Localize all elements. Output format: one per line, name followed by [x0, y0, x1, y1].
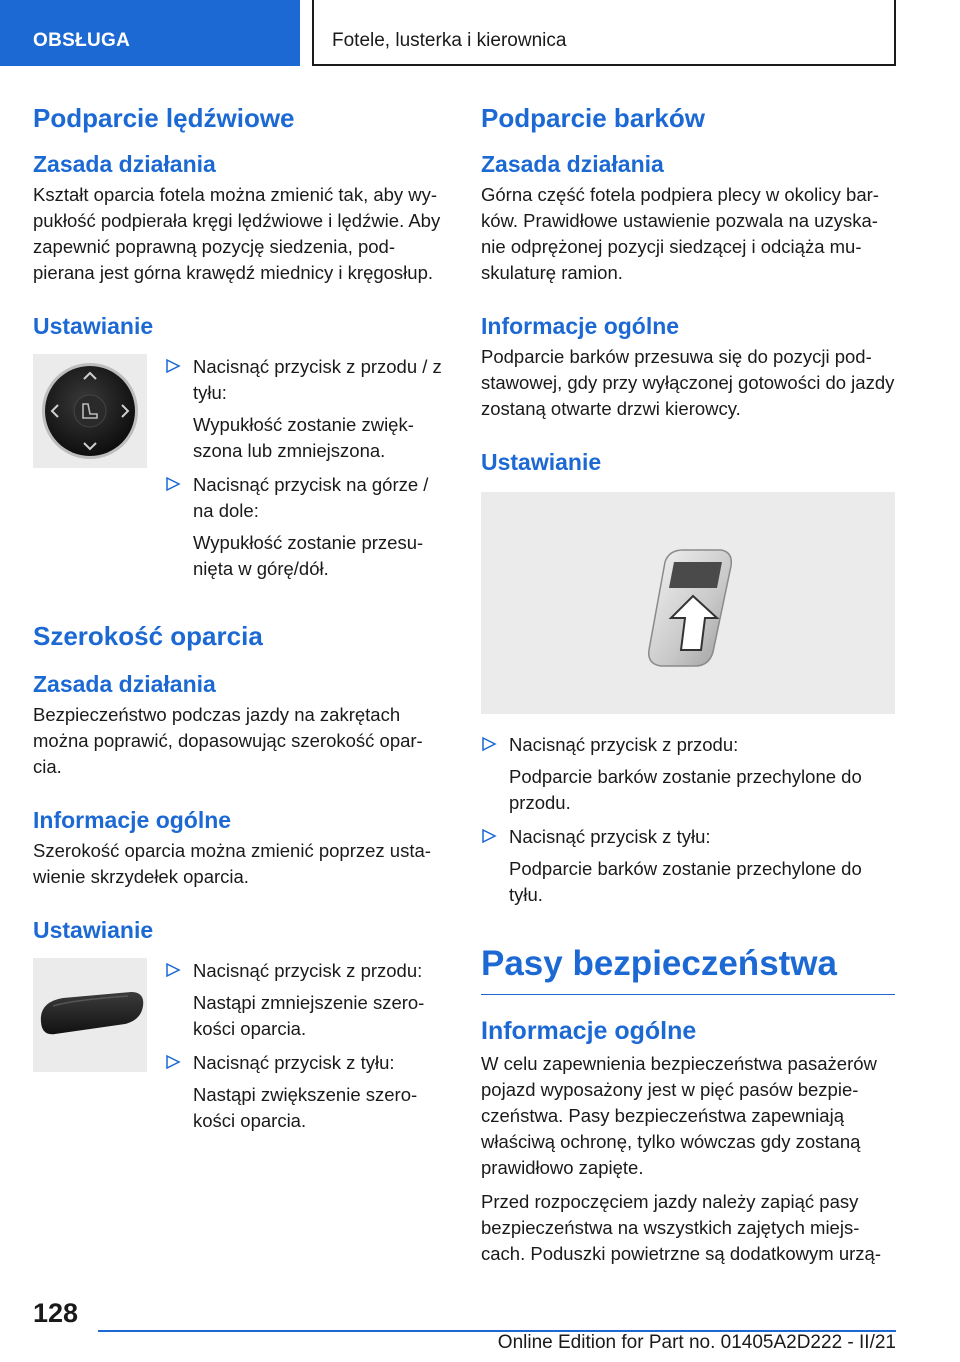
step-result: Wypukłość zostanie zwięk-szona lub zmniejszona.	[193, 414, 414, 461]
width-principle-text: Bezpieczeństwo podczas jazdy na zakrętach można poprawić, dopasowując szerokość opar-cia.	[33, 704, 423, 777]
shoulder-title: Podparcie barków	[481, 103, 705, 133]
width-steps	[165, 958, 443, 1142]
width-setting-row	[33, 958, 443, 1142]
lumbar-steps	[165, 354, 443, 590]
shoulder-principle-text: Górna część fotela podpiera plecy w okolicy bar-ków. Prawidłowe ustawienie pozwala na uzyska-nie odprężonej pozycji siedzącej i odciąża mu-skulaturę ramion.	[481, 184, 879, 283]
lumbar-principle-heading: Zasada działania	[33, 151, 216, 177]
step-action: Nacisnąć przycisk z przodu / z tyłu:	[193, 356, 442, 403]
width-switch-image	[33, 958, 147, 1072]
width-setting-heading: Ustawianie	[33, 917, 154, 943]
lumbar-principle-text: Kształt oparcia fotela można zmienić tak, aby wy-pukłość podpierała kręgi lędźwiowe i lędźwie. Aby zapewnić poprawną pozycję siedzenia, pod-pierana jest górna krawędź miednicy i kręgosłup.	[33, 184, 441, 283]
step-result: Podparcie barków zostanie przechylone do przodu.	[509, 766, 862, 813]
right-column	[481, 100, 895, 1291]
step-result: Wypukłość zostanie przesu-nięta w górę/dół.	[193, 532, 424, 579]
step-action: Nacisnąć przycisk z tyłu:	[193, 1052, 395, 1073]
step-action: Nacisnąć przycisk na górze / na dole:	[193, 474, 429, 521]
shoulder-steps	[481, 732, 895, 908]
step-result: Nastąpi zmniejszenie szero-kości oparcia.	[193, 992, 425, 1039]
shoulder-principle-heading: Zasada działania	[481, 151, 664, 177]
lumbar-switch-image	[33, 354, 147, 468]
shoulder-switch-image	[481, 492, 895, 714]
step-action: Nacisnąć przycisk z przodu:	[509, 734, 739, 755]
step-item	[165, 354, 443, 464]
edition-text: Online Edition for Part no. 01405A2D222 - II/21	[497, 1332, 896, 1353]
shoulder-setting-heading: Ustawianie	[481, 449, 602, 475]
belts-info-heading: Informacje ogólne	[481, 1017, 697, 1045]
step-item	[165, 472, 443, 582]
width-info-heading: Informacje ogólne	[33, 807, 232, 833]
width-info-text: Szerokość oparcia można zmienić poprzez usta-wienie skrzydełek oparcia.	[33, 840, 431, 887]
shoulder-info-heading: Informacje ogólne	[481, 313, 680, 339]
step-result: Podparcie barków zostanie przechylone do tyłu.	[509, 858, 862, 905]
belts-info-text-2: Przed rozpoczęciem jazdy należy zapiąć pasy bezpieczeństwa na wszystkich zajętych miejs-cach. Poduszki powietrzne są dodatkowym urzą-	[481, 1191, 881, 1264]
step-action: Nacisnąć przycisk z przodu:	[193, 960, 423, 981]
lumbar-title: Podparcie lędźwiowe	[33, 103, 295, 133]
triangle-right-icon	[481, 829, 497, 843]
shoulder-info-text: Podparcie barków przesuwa się do pozycji pod-stawowej, gdy przy wyłączonej gotowości do jazdy zostaną otwarte drzwi kierowcy.	[481, 346, 895, 419]
page-number: 128	[33, 1298, 79, 1328]
width-title: Szerokość oparcia	[33, 621, 263, 651]
belts-title: Pasy bezpieczeństwa	[481, 942, 895, 995]
triangle-right-icon	[165, 1055, 181, 1069]
section-header	[312, 0, 896, 66]
chapter-tab	[0, 0, 300, 66]
belts-info-text: W celu zapewnienia bezpieczeństwa pasażerów pojazd wyposażony jest w pięć pasów bezpie-czeństwa. Pasy bezpieczeństwa zapewniają właściwą ochronę, tylko wówczas gdy zostaną prawidłowo zapięte.	[481, 1053, 877, 1178]
triangle-right-icon	[165, 963, 181, 977]
width-principle-heading: Zasada działania	[33, 671, 216, 697]
left-column	[33, 100, 443, 1164]
lumbar-setting-row	[33, 354, 443, 590]
section-label: Fotele, lusterka i kierownica	[332, 30, 567, 51]
lumbar-setting-heading: Ustawianie	[33, 313, 154, 339]
triangle-right-icon	[165, 477, 181, 491]
triangle-right-icon	[165, 359, 181, 373]
step-item	[481, 824, 895, 908]
step-result: Nastąpi zwiększenie szero-kości oparcia.	[193, 1084, 418, 1131]
step-item	[165, 1050, 443, 1134]
step-action: Nacisnąć przycisk z tyłu:	[509, 826, 711, 847]
step-item	[481, 732, 895, 816]
step-item	[165, 958, 443, 1042]
chapter-label: OBSŁUGA	[33, 30, 131, 51]
triangle-right-icon	[481, 737, 497, 751]
